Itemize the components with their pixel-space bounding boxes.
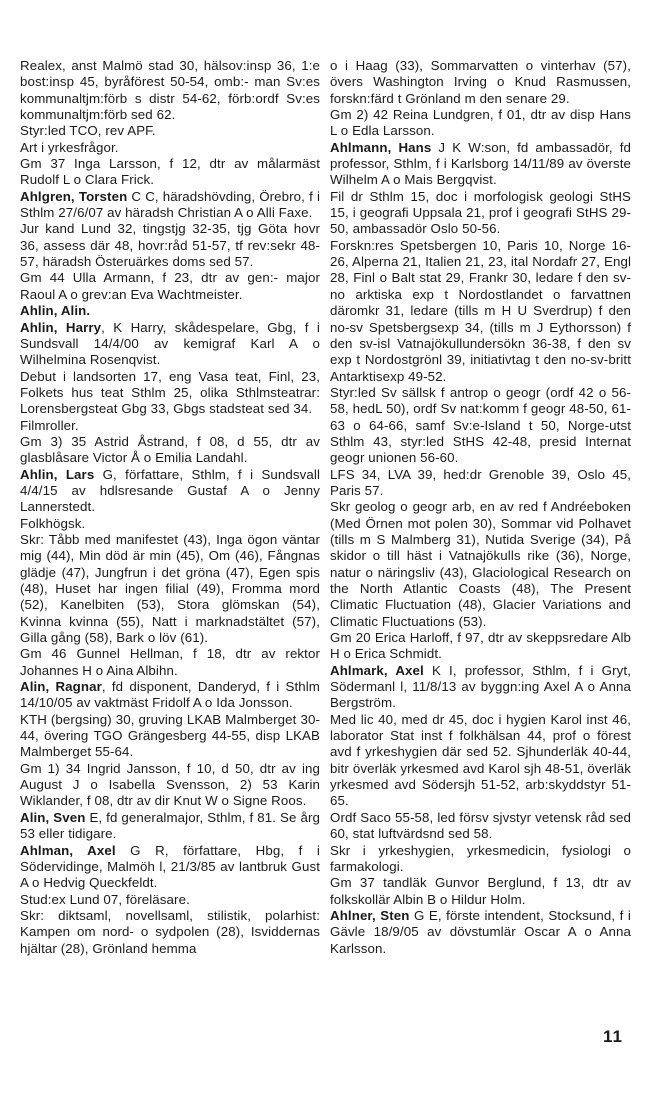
directory-entry <box>330 712 631 810</box>
entry-given-name: Sten <box>380 907 410 923</box>
directory-entry <box>330 107 631 140</box>
entry-text: , K Harry, skådespelare, Gbg, f i Sundsvall 14/4/00 av kemigraf Karl A o Wilhelmina Rosenqvist. <box>20 319 320 368</box>
entry-surname: Ahlin, <box>20 466 66 482</box>
directory-entry <box>20 679 320 712</box>
entry-text: J K W:son, fd ambassadör, fd professor, Sthlm, f i Karlsborg 14/11/89 av överste Wilhelm A o Mais Bergqvist. <box>330 139 632 188</box>
directory-entry <box>330 875 631 908</box>
entry-surname: Alin, <box>20 679 56 695</box>
entry-text: Gm 46 Gunnel Hellman, f 18, dtr av rektor Johannes H o Aina Albihn. <box>20 646 320 678</box>
entry-given-name: Axel <box>87 842 116 858</box>
entry-text: Skr: diktsaml, novellsaml, stilistik, polarhist: Kampen om nord- o sydpolen (28), Isviddernas hjältar (28), Grönland hemma <box>20 907 320 956</box>
entry-surname: Ahlner, <box>330 907 381 923</box>
entry-given-name: Axel <box>395 662 424 678</box>
entry-given-name: Torsten <box>78 188 128 204</box>
directory-entry <box>330 843 631 876</box>
directory-entry <box>20 761 320 810</box>
entry-text: Gm 20 Erica Harloff, f 97, dtr av skeppsredare Alb H o Erica Schmidt. <box>330 630 631 662</box>
directory-entry <box>20 712 320 761</box>
entry-text: Stud:ex Lund 07, föreläsare. <box>20 891 190 907</box>
entry-text: Gm 3) 35 Astrid Åstrand, f 08, d 55, dtr av glasblåsare Victor Å o Emilia Landahl. <box>20 433 320 466</box>
entry-given-name: Harry <box>65 319 102 335</box>
directory-entry <box>20 908 320 957</box>
directory-entry <box>330 663 631 712</box>
entry-surname: Ahlin, <box>20 319 66 335</box>
entry-text: KTH (bergsing) 30, gruving LKAB Malmberget 30-44, övering TGO Grängesberg 44-55, disp LKAB Malmberget 55-64. <box>20 711 320 760</box>
directory-entry <box>330 467 631 500</box>
directory-entry <box>20 221 320 270</box>
entry-surname: Ahlmann, <box>330 139 399 155</box>
entry-text: Filmroller. <box>20 417 79 433</box>
entry-text: G, författare, Sthlm, f i Sundsvall 4/4/15 av hdlsresande Gustaf A o Jenny Lannerstedt. <box>20 466 320 515</box>
entry-text: Forskn:res Spetsbergen 10, Paris 10, Norge 16-26, Alperna 21, Italien 21, 23, ital Nordafr 27, Engl 28, Finl o Balt stat 29, Frankr 30, ledare f den sv-no arktiska exp t Nordostlandet o farvattnen däromkr 31, ledare (tills m H U Sverdrup) f den no-sv Spetsbergsexp 34, (tills m J Eythorsson) f den sv-isl Vatnajökullundersökn 36-38, f den sv exp t Nordostgrönl 39, initiativtag t den no-sv-britt Antarktisexp 49-52. <box>330 237 631 384</box>
directory-entry <box>20 123 320 139</box>
directory-entry <box>20 810 320 843</box>
entry-text: Folkhögsk. <box>20 515 86 531</box>
entry-text: Styr:led TCO, rev APF. <box>20 123 156 139</box>
directory-entry <box>20 320 320 369</box>
entry-text: Gm 37 Inga Larsson, f 12, dtr av målarmäst Rudolf L o Clara Frick. <box>20 156 320 188</box>
directory-entry <box>20 418 320 434</box>
directory-entry <box>20 892 320 908</box>
directory-entry <box>20 843 320 892</box>
entry-text: Gm 37 tandläk Gunvor Berglund, f 13, dtr av folkskollär Albin B o Hildur Holm. <box>330 875 631 907</box>
entry-given-name: Lars <box>65 466 95 482</box>
directory-entry <box>20 516 320 532</box>
entry-text: Styr:led Sv sällsk f antrop o geogr (ordf 42 o 56-58, hedL 50), ordf Sv nat:komm f geogr 48-50, 61-63 o 64-66, samf Sv:e-Island t 50, Norge-utst Sthlm 43, styr:led StHS 42-48, presid Internat geogr unionen 56-60. <box>330 384 631 466</box>
entry-text: LFS 34, LVA 39, hed:dr Grenoble 39, Oslo 45, Paris 57. <box>330 466 631 498</box>
directory-entry <box>330 140 631 189</box>
directory-entry <box>330 385 631 467</box>
entry-given-name: Ragnar <box>55 679 102 695</box>
directory-entry <box>330 810 631 843</box>
entry-text: Gm 44 Ulla Armann, f 23, dtr av gen:- major Raoul A o grev:an Eva Wachtmeister. <box>20 270 320 302</box>
entry-given-name: Hans <box>398 139 432 155</box>
entry-text: G E, förste intendent, Stocksund, f i Gävle 18/9/05 av dövstumlär Oscar A o Anna Karlsson. <box>330 907 631 956</box>
entry-text: , fd disponent, Danderyd, f i Sthlm 14/10/05 av vaktmäst Fridolf A o Ida Jonsson. <box>20 679 320 711</box>
directory-entry <box>20 646 320 679</box>
entry-text: Art i yrkesfrågor. <box>20 139 119 155</box>
entry-given-name: Sven <box>53 809 86 825</box>
directory-entry <box>330 908 631 957</box>
directory-entry <box>330 630 631 663</box>
entry-surname: Ahlgren, <box>20 188 79 204</box>
entry-text: Ordf Saco 55-58, led försv sjvstyr vetensk råd sed 60, stat luftvärdsnd sed 58. <box>330 809 631 842</box>
entry-text: Gm 1) 34 Ingrid Jansson, f 10, d 50, dtr av ing August J o Isabella Svensson, 2) 53 Karin Wiklander, f 08, dtr av dir Knut W o Signe Roos. <box>20 760 320 809</box>
directory-entry <box>20 434 320 467</box>
entry-text: Realex, anst Malmö stad 30, hälsov:insp 36, 1:e bost:insp 45, byråförest 50-54, omb:- man Sv:es kommunaltjm:förb s distr 54-62, förb:ordf Sv:es kommunaltjm:förb sed 62. <box>20 58 320 123</box>
directory-entry <box>20 156 320 189</box>
directory-entry <box>20 140 320 156</box>
entry-text: Gm 2) 42 Reina Lundgren, f 01, dtr av disp Hans L o Edla Larsson. <box>330 107 631 139</box>
entry-text: C C, häradshövding, Örebro, f i Sthlm 27/6/07 av häradsh Christian A o Alli Faxe. <box>20 188 321 221</box>
entry-text: K I, professor, Sthlm, f i Gryt, Södermanl l, 11/8/13 av byggn:ing Axel A o Anna Bergström. <box>330 662 631 711</box>
entry-text: Fil dr Sthlm 15, doc i morfologisk geologi StHS 15, i geografi Uppsala 21, prof i geografi StHS 29-50, ambassadör Oslo 50-56. <box>330 188 631 237</box>
page-number: 11 <box>603 1027 623 1046</box>
entry-text: E, fd generalmajor, Sthlm, f 81. Se årg 53 eller tidigare. <box>20 809 320 842</box>
directory-entry <box>330 238 631 385</box>
directory-entry <box>20 532 320 646</box>
directory-entry <box>20 189 320 222</box>
entry-text: Debut i landsorten 17, eng Vasa teat, Finl, 23, Folkets hus teat Sthlm 25, olika Sthlmsteatrar: Lorensbergsteat Gbg 33, Gbgs stadsteat sed 34. <box>20 368 320 417</box>
directory-entry <box>330 189 631 238</box>
directory-entry <box>330 499 631 630</box>
directory-entry <box>20 58 320 123</box>
directory-entry <box>20 270 320 303</box>
entry-text: Skr geolog o geogr arb, en av red f Andréeboken (Med Örnen mot polen 30), Sommar vid Polhavet (tills m S Malmberg 31), Nutida Sverige (34), På skidor o till häst i Vatnajökulls rike (36), Norge, natur o näringsliv (43), Glaciological Research on the North Atlantic Coasts (48), The Present Climatic Fluctuation (48), Glacier Variations and Climatic Fluctuations (53). <box>330 499 631 629</box>
directory-entry <box>330 58 631 107</box>
entry-text: Med lic 40, med dr 45, doc i hygien Karol inst 46, laborator Stat inst f folkhälsan 44, prof o förest avd f yrkeshygien där sed 52. Sjhunderläk 40-44, bitr överläk yrkesmed avd Karol sjh 48-51, överläk yrkesmed avd Södersjh 51-52, arb:skyddstyr 51-65. <box>330 711 631 809</box>
entry-text: o i Haag (33), Sommarvatten o vinterhav (57), övers Washington Irving o Knud Rasmussen, forskn:färd t Grönland m den senare 29. <box>330 58 631 106</box>
left-column <box>20 58 320 957</box>
entry-text: Jur kand Lund 32, tingstjg 32-35, tjg Göta hovr 36, assess där 48, hovr:råd 51-57, tf rev:sekr 48-57, häradsh Österuärkes doms sed 57. <box>20 221 320 270</box>
entry-text: Skr i yrkeshygien, yrkesmedicin, fysiologi o farmakologi. <box>330 842 631 874</box>
entry-text: G R, författare, Hbg, f i Södervidinge, Malmöh l, 21/3/85 av lantbruk Gust A o Hedvig Queckfeldt. <box>20 842 320 891</box>
entry-surname: Ahlman, <box>20 842 88 858</box>
directory-entry <box>20 303 320 319</box>
entry-text: Skr: Tåbb med manifestet (43), Inga ögon väntar mig (44), Min död är min (45), Om (46), Fångnas glädje (47), Jungfrun i det gröna (47), Egen spis (48), Huset har ingen filial (49), Fromma mord (52), Kanelbiten (53), Stora glömskan (54), Kvinna kvinna (55), Natt i marknadstältet (57), Gilla gång (58), Bark o löv (61). <box>20 531 320 646</box>
directory-entry <box>20 369 320 418</box>
entry-surname: Ahlmark, <box>330 662 396 678</box>
directory-entry <box>20 467 320 516</box>
right-column <box>330 58 631 957</box>
entry-surname: Alin, <box>20 809 54 825</box>
entry-surname: Ahlin, Alin. <box>20 303 91 319</box>
